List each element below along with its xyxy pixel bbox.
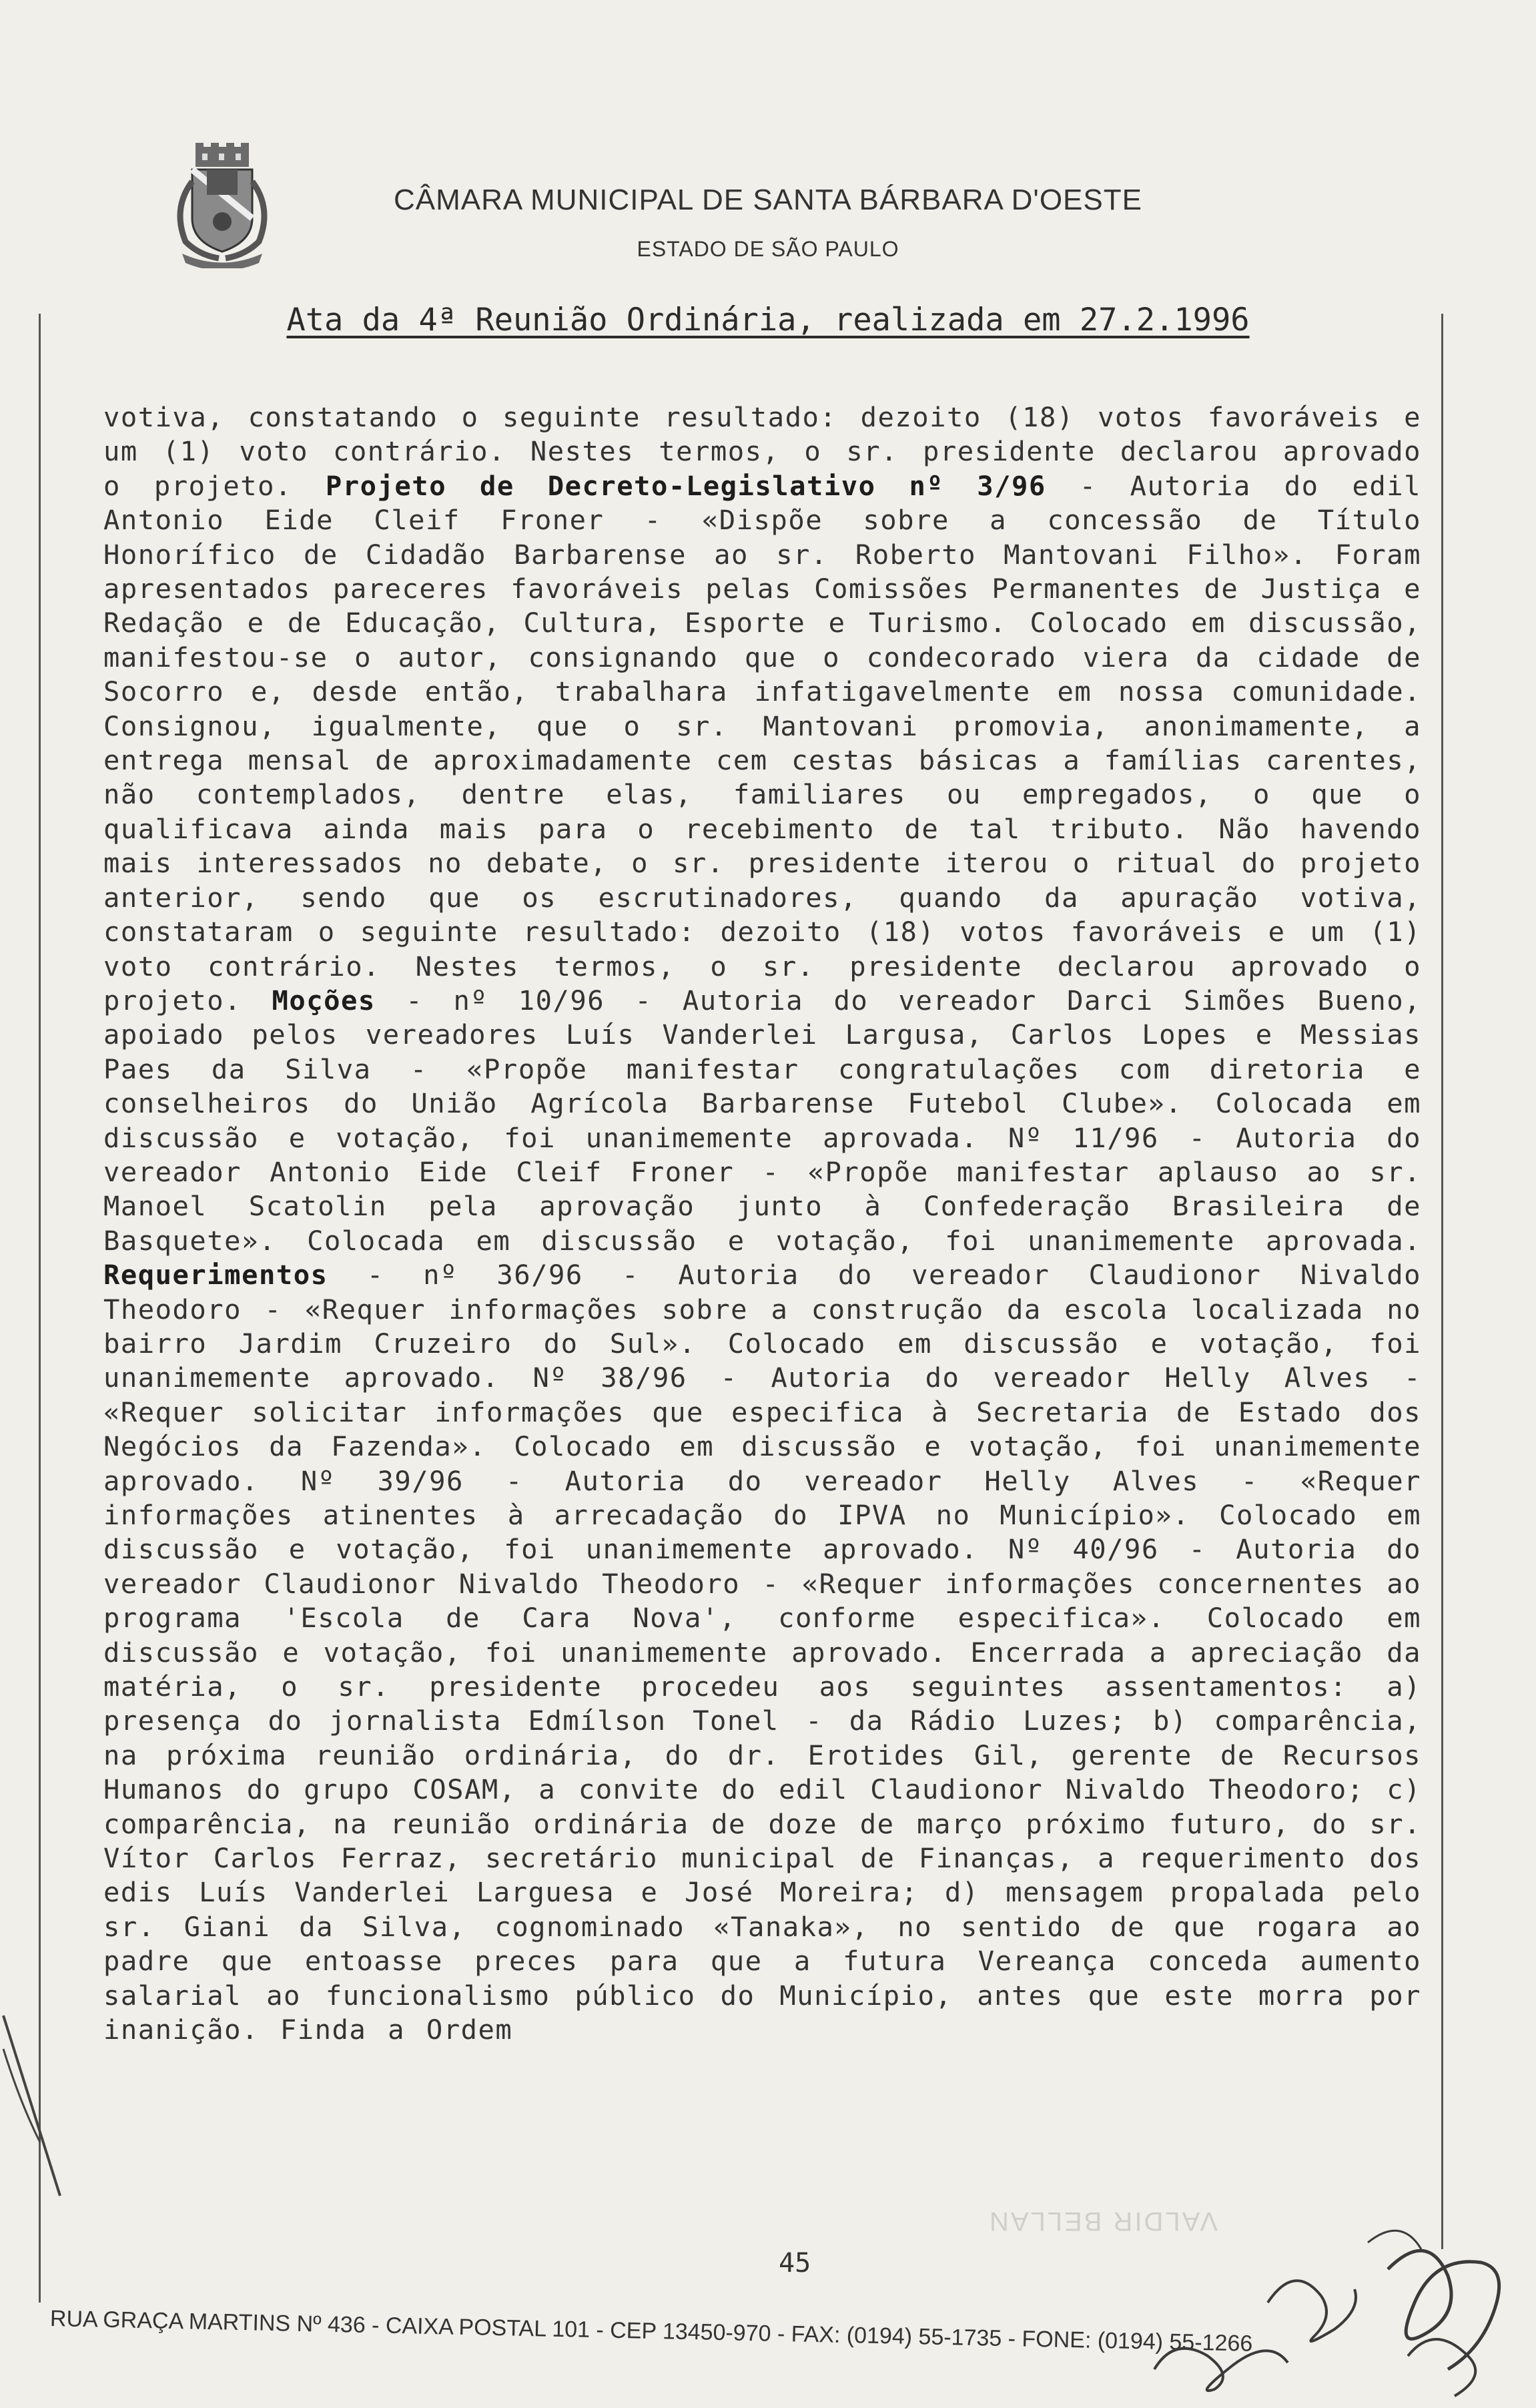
body-paragraph: - nº 10/96 - Autoria do vereador Darci Simões Bueno, apoiado pelos vereadores Luís Vanderlei Largusa, Carlos Lopes e Messias Paes da Silva - «Propõe manifestar congratulações com diretoria e conselheiros do União Agrícola Barbarense Futebol Clube». Colocada em discussão e votação, foi unanimemente aprovada. Nº 11/96 - Autoria do vereador Antonio Eide Cleif Froner - «Propõe manifestar aplauso ao sr. Manoel Scatolin pela aprovação junto à Confederação Brasileira de Basquete». Colocada em discussão e votação, foi unanimemente aprovada. bbox=[103, 984, 1421, 1257]
page-number: 45 bbox=[779, 2248, 811, 2279]
bold-heading-requerimentos: Requerimentos bbox=[103, 1259, 328, 1291]
handwritten-signature-icon bbox=[1134, 2202, 1535, 2403]
bold-heading-mocoes: Moções bbox=[272, 984, 376, 1016]
institution-name: CÂMARA MUNICIPAL DE SANTA BÁRBARA D'OESTE bbox=[394, 184, 1142, 216]
body-paragraph: votiva, constatando o seguinte resultado: dezoito (18) votos favoráveis e um (1) voto contrário. Nestes termos, o sr. presidente declarou aprovado o projeto. bbox=[103, 401, 1421, 502]
minutes-title: Ata da 4ª Reunião Ordinária, realizada em 27.2.1996 bbox=[286, 302, 1250, 338]
institution-state: ESTADO DE SÃO PAULO bbox=[637, 237, 899, 261]
left-margin-line bbox=[39, 314, 41, 2303]
body-paragraph: - nº 36/96 - Autoria do vereador Claudionor Nivaldo Theodoro - «Requer informações sobre a construção da escola localizada no bairro Jardim Cruzeiro do Sul». Colocado em discussão e votação, foi unanimemente aprovado. Nº 38/96 - Autoria do vereador Helly Alves - «Requer solicitar informações que especifica à Secretaria de Estado dos Negócios da Fazenda». Colocado em discussão e votação, foi unanimemente aprovado. Nº 39/96 - Autoria do vereador Helly Alves - «Requer informações atinentes à arrecadação do IPVA no Município». Colocado em discussão e votação, foi unanimemente aprovado. Nº 40/96 - Autoria do vereador Claudionor Nivaldo Theodoro - «Requer informações concernentes ao programa 'Escola de Cara Nova', conforme especifica». Colocado em discussão e votação, foi unanimemente aprovado. Encerrada a apreciação da matéria, o sr. presidente procedeu aos seguintes assentamentos: a) presença do jornalista Edmílson Tonel - da Rádio Luzes; b) comparência, na próxima reunião ordinária, do dr. Erotides Gil, gerente de Recursos Humanos do grupo COSAM, a convite do edil Claudionor Nivaldo Theodoro; c) comparência, na reunião ordinária de doze de março próximo futuro, do sr. Vítor Carlos Ferraz, secretário municipal de Finanças, a requerimento dos edis Luís Vanderlei Larguesa e José Moreira; d) mensagem propalada pelo sr. Giani da Silva, cognominado «Tanaka», no sentido de que rogara ao padre que entoasse preces para que a futura Vereança conceda aumento salarial ao funcionalismo público do Município, antes que este morra por inanição. Finda a Ordem bbox=[103, 1259, 1421, 2046]
minutes-body bbox=[103, 400, 1421, 2048]
bold-heading-decreto: Projeto de Decreto-Legislativo nº 3/96 bbox=[325, 469, 1046, 502]
right-margin-line bbox=[1441, 314, 1443, 2249]
footer-address: RUA GRAÇA MARTINS Nº 436 - CAIXA POSTAL 101 - CEP 13450-970 - FAX: (0194) 55-1735 - FONE: (0194) 55-1266 bbox=[49, 2306, 1253, 2357]
body-paragraph: - Autoria do edil Antonio Eide Cleif Froner - «Dispõe sobre a concessão de Título Honorífico de Cidadão Barbarense ao sr. Roberto Mantovani Filho». Foram apresentados pareceres favoráveis pelas Comissões Permanentes de Justiça e Redação e de Educação, Cultura, Esporte e Turismo. Colocado em discussão, manifestou-se o autor, consignando que o condecorado viera da cidade de Socorro e, desde então, trabalhara infatigavelmente em nossa comunidade. Consignou, igualmente, que o sr. Mantovani promovia, anonimamente, a entrega mensal de aproximadamente cem cestas básicas a famílias carentes, não contemplados, dentre elas, familiares ou empregados, o que o qualificava ainda mais para o recebimento de tal tributo. Não havendo mais interessados no debate, o sr. presidente iterou o ritual do projeto anterior, sendo que os escrutinadores, quando da apuração votiva, constataram o seguinte resultado: dezoito (18) votos favoráveis e um (1) voto contrário. Nestes termos, o sr. presidente declarou aprovado o projeto. bbox=[103, 469, 1421, 1016]
margin-mark-icon bbox=[0, 2009, 80, 2209]
faint-stamp-text: VALDIR BELLAN bbox=[988, 2206, 1218, 2236]
